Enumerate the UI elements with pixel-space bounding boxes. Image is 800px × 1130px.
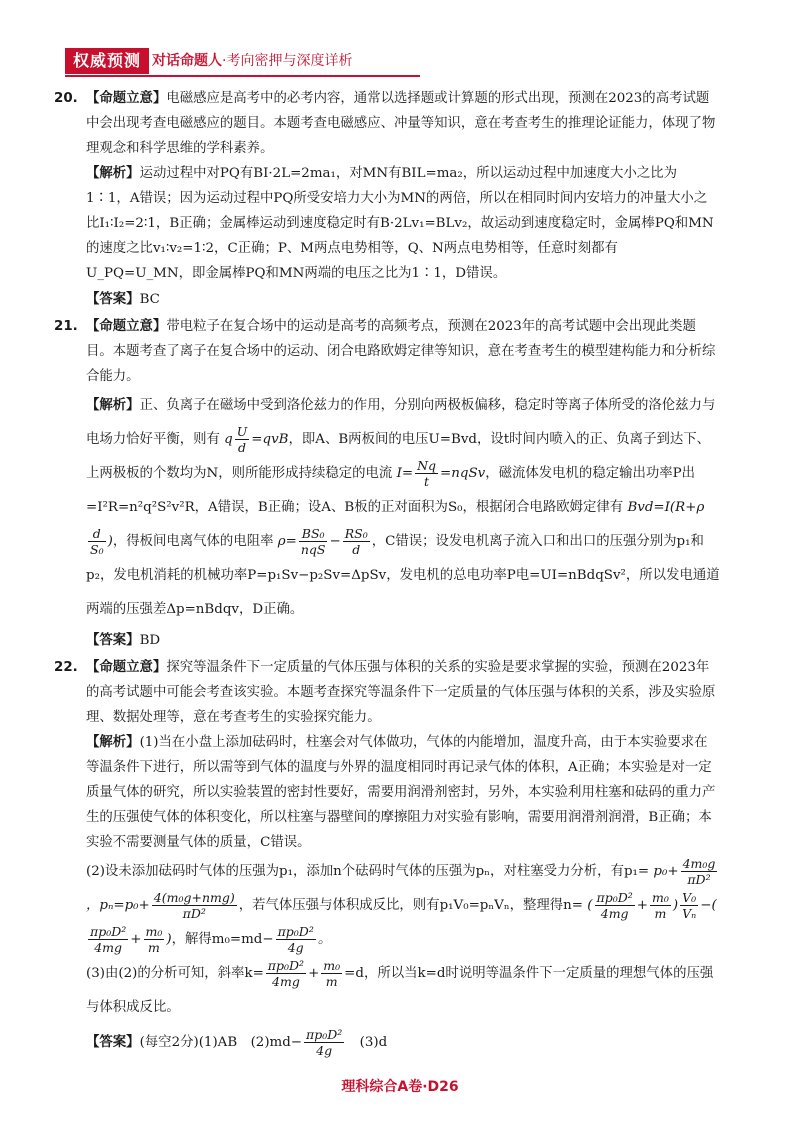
q22-answer [86, 1026, 720, 1060]
q22-formula-pressures: p₀+ $\frac{\text{4m₀g}}{\text{πD²}}$ ，pₙ=p₀+ $\frac{\text{4(m₀g+nmg)}}{\text{πD²}}$ [86, 856, 716, 921]
q22-formula-m0: $\frac{\text{πp₀D²}}{4g}$ 。 [277, 924, 332, 955]
q21-intent-text: 带电粒子在复合场中的运动是高考的高频考点，预测在2023年的高考试题中会出现此类题目。本题考查了离子在复合场中的运动、闭合电路欧姆定律等知识，意在考查考生的模型建构能力和分析综合能力。 [86, 319, 716, 384]
question-20 [54, 86, 720, 312]
q21-analysis [86, 389, 720, 627]
q22-intent-text: 探究等温条件下一定质量的气体压强与体积的关系的实验是要求掌握的实验，预测在2023年的高考试题中可能会考查该实验。本题考查探究等温条件下一定质量的气体压强与体积的关系，涉及实验原理、数据处理等，意在考查考生的实验探究能力。 [86, 660, 716, 725]
q22-analysis-text-2a: (2)设未添加砝码时气体的压强为p₁，添加n个砝码时气体的压强为pₙ，对柱塞受力分析，有p₁= [86, 864, 650, 879]
q22-answer-label: 【答案】 [86, 1035, 140, 1050]
q20-intent-label: 【命题立意】 [86, 91, 167, 106]
q21-formula-balance: q $\frac{U}{d}$ =qvB [224, 424, 289, 455]
q20-number: 20. [54, 91, 78, 106]
q22-analysis-text-3a: (3)由(2)的分析可知，斜率k= [86, 966, 264, 981]
q22-number: 22. [54, 660, 78, 675]
q22-analysis-part1 [86, 730, 720, 855]
q22-analysis-text-3b: =d，所以当k=d时说明等温条件下一定质量的理想气体的压强与体积成反比。 [86, 966, 714, 1015]
q22-analysis-text-2b: ，若气体压强与体积成反比，则有p₁V₀=pₙVₙ，整理得n= [238, 898, 584, 913]
q22-analysis-text-2c: ，解得m₀=md− [171, 932, 274, 947]
q21-answer [86, 628, 720, 653]
q21-intent [54, 314, 720, 389]
q21-analysis-part4: ，得板间电离气体的电阻率 [112, 534, 274, 549]
page-footer: 理科综合A卷·D26 [341, 1079, 459, 1095]
q22-intent-label: 【命题立意】 [86, 660, 167, 675]
tagline-rest: ·考向密押与深度详析 [222, 53, 353, 69]
q21-formula-resistivity: ρ= $\frac{\text{BS₀}}{\text{nqS}}$ − $\frac{\text{RS₀}}{d}$ [277, 526, 368, 557]
q20-analysis-text: 运动过程中对PQ有BI·2L=2ma₁，对MN有BIL=ma₂，所以运动过程中加速度大小之比为1∶1，A错误；因为运动过程中PQ所受安培力大小为MN的两倍，所以在相同时间内安培力的冲量大小之比I₁∶I₂=2∶1，B正确；金属棒运动到速度稳定时有B·2Lv₁=BLv₂，故运动到速度稳定时，金属棒PQ和MN的速度之比v₁∶v₂=1∶2，C正确；P、M两点电势相等，Q、N两点电势相等，任意时刻都有U_PQ=U_MN，即金属棒PQ和MN两端的电压之比为1∶1，D错误。 [86, 166, 714, 281]
tagline-lead: 对话命题人 [152, 53, 222, 69]
header-badge: 权威预测 [65, 48, 149, 74]
question-22 [54, 655, 720, 1060]
q20-answer-text: BC [139, 292, 160, 307]
q20-intent-text: 电磁感应是高考中的必考内容，通常以选择题或计算题的形式出现，预测在2023的高考试题中会出现考查电磁感应的题目。本题考查电磁感应、冲量等知识，意在考查考生的推理论证能力，体现了物理观念和科学思维的学科素养。 [86, 91, 716, 156]
q22-analysis-part3 [86, 957, 720, 1025]
q21-answer-label: 【答案】 [86, 633, 140, 648]
q22-analysis-text-1: (1)当在小盘上添加砝码时，柱塞会对气体做功，气体的内能增加，温度升高，由于本实验要求在等温条件下进行，所以需等到气体的温度与外界的温度相同时再记录气体的体积，A正确；本实验是对一定质量气体的研究，所以实验装置的密封性要好，需要用润滑剂密封，另外，本实验利用柱塞和砝码的重力产生的压强使气体的体积变化，所以柱塞与器壁间的摩擦阻力对实验有影响，需要用润滑剂润滑，B正确；本实验不需要测量气体的质量，C错误。 [86, 735, 716, 850]
q21-analysis-part2: ，即A、B两板间的电压U=Bvd，设t时间内喷入的正、负离子到达下、上两极板的个数均为N，则所能形成持续稳定的电流 [86, 432, 711, 481]
q22-answer-formula: $\frac{\text{πp₀D²}}{4g}$ [306, 1027, 343, 1058]
q20-intent [54, 86, 720, 161]
q22-intent [54, 655, 720, 730]
q22-formula-n: ( $\frac{\text{πp₀D²}}{4mg}$ + $\frac{\text{m₀}}{m}$ ) $\frac{\text{V₀}}{\text{Vₙ}}$ −( $\frac{\text{πp₀D²}}{4mg}$ + $\frac{\text{m₀}}{m}$ ) [90, 890, 717, 955]
q22-analysis-label: 【解析】 [86, 735, 140, 750]
q20-analysis [86, 161, 720, 286]
q21-analysis-part3: ，磁流体发电机的稳定输出功率P出=I²R=n²q²S²v²R，A错误，B正确；设A、B板的正对面积为S₀，根据闭合电路欧姆定律有 [86, 466, 696, 515]
page-header [60, 48, 750, 78]
q22-answer-text-b: (3)d [346, 1035, 388, 1050]
q21-intent-label: 【命题立意】 [86, 319, 167, 334]
q21-answer-text: BD [139, 633, 161, 648]
q21-formula-ohm: Bvd=I(R+ρ $\frac{d}{\text{S₀}}$ ) [90, 500, 705, 557]
q20-answer-label: 【答案】 [86, 292, 140, 307]
answer-content [54, 86, 720, 1060]
q22-analysis-part2 [86, 855, 720, 957]
q21-number: 21. [54, 319, 78, 334]
header-rule [65, 75, 420, 77]
q20-analysis-label: 【解析】 [86, 166, 140, 181]
q22-formula-slope: $\frac{\text{πp₀D²}}{4mg}$ + $\frac{\text{m₀}}{m}$ [267, 958, 341, 989]
q22-answer-text-a: (每空2分)(1)AB (2)md− [139, 1035, 303, 1050]
header-tagline [152, 51, 352, 71]
q21-analysis-label: 【解析】 [86, 398, 140, 413]
question-21 [54, 314, 720, 653]
q21-analysis-part5: ，C错误；设发电机离子流入口和出口的压强分别为p₁和p₂，发电机消耗的机械功率P=p₁Sv−p₂Sv=ΔpSv，发电机的总电功率P电=UI=nBdqSv²，所以发电通道两端的压强差Δp=nBdqv，D正确。 [86, 534, 720, 617]
q21-analysis-part1: 正、负离子在磁场中受到洛伦兹力的作用，分别向两极板偏移，稳定时等离子体所受的洛伦兹力与电场力恰好平衡，则有 [86, 398, 716, 447]
q21-formula-current: I= $\frac{Nq}{t}$ =nqSv [396, 458, 486, 489]
q20-answer [86, 287, 720, 312]
